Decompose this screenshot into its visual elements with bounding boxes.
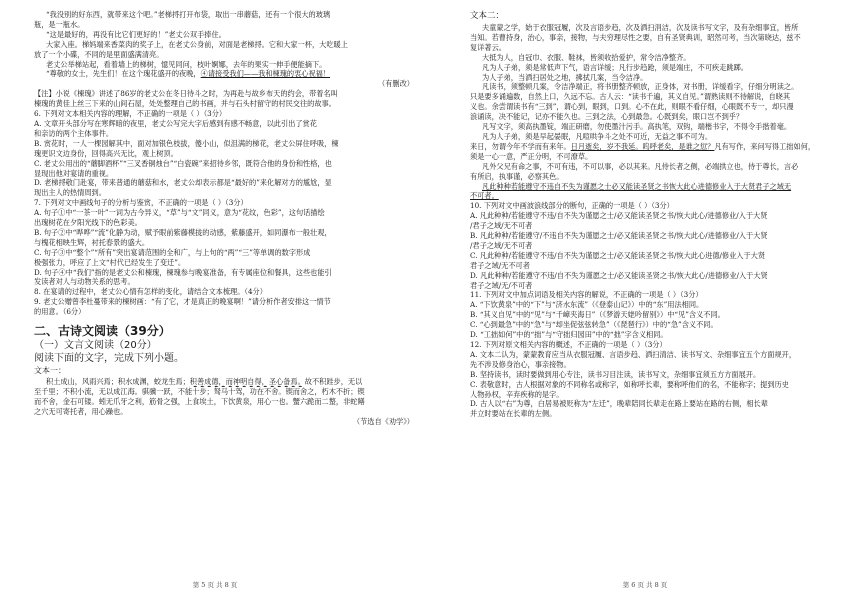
question-line: B. 赏花时，一人一棵园解其中，面对加银色枝拔，傻小山，似沮满的梯花，老丈公屏住呼吸，楝 [34, 138, 339, 148]
wavy-underlined-part: 积善成德，而神明自得，圣心备焉。 [189, 377, 305, 387]
text1-line: 而不舍，金石可镂。蚓无爪牙之利，筋骨之强，上食埃土，下饮黄泉，用心一也。蟹六跪而二螯，非蛇鳝 [34, 396, 365, 406]
question-6 [34, 109, 420, 317]
passage-line: 老丈公举梯站起，看着墙上的梯树，憶见同问，枝叶婀娜，去年的果实一伸手便能摘下。 [46, 59, 327, 69]
question-line: 君子之域/无/不可者 [470, 280, 533, 290]
text1-body [34, 377, 420, 427]
question-line: 君子之域/无不可者 [470, 260, 530, 270]
text1-line [34, 377, 420, 387]
question-line: A. 凡此种种/若能遵守不违/自不失为谨愿之士/必又能读圣贤之书/恢大此心/进德修业/入于大贤 [470, 211, 768, 221]
text2-line [470, 142, 842, 152]
passage-line [34, 69, 420, 79]
source-note: （有删改） [378, 79, 414, 89]
question-line: 12. 下列对原文相关内容的概述，不正确的一项是（ ）（3分） [470, 340, 667, 349]
text2-line: 凡为人子弟，须是常低声下气，语言详缓；凡行步趋跄，须是端庄，不可疾走跳踯。 [482, 62, 748, 72]
question-line: C. 句子③中“整个”“所有”突出宴请范围的全和广，与上句的“两”“三”等单调的数字形成 [34, 247, 311, 257]
question-line: 极强张力，呼应了上文“村代已经发生了变迁”。 [34, 257, 186, 267]
wavy-sentence: 不可者。 [470, 191, 499, 201]
page-footer: 第 6 页 共 8 页 [622, 581, 668, 589]
text2-line: 凡读书，须整顿几案，令洁净端正，将书册整齐顿放，正身体，对书册，详缓看字，仔细分明读之。 [482, 82, 799, 92]
text1-line: 至千里；不积小流，无以成江海。骐骥一跃，不能十步；驽马十驾，功在不舍。锲而舍之，朽木不折；锲 [34, 387, 365, 396]
question-10 [470, 201, 842, 290]
question-line: C. 凡此种种/若能遵守不违/自不失为谨愿之士/必又能读圣贤之书/恢大此心进德/修业入于大贤 [470, 250, 766, 260]
wavy-sentence: 凡此种种若能遵守不违自不失为谨愿之士必又能读圣贤之书恢大此心进德修业入于大贤君子之域无 [482, 181, 792, 191]
question-11 [470, 290, 842, 340]
question-line: 11. 下列对文中加点词语及相关内容的解说，不正确的一项是（ ）（3分） [470, 290, 703, 300]
text1-label: 文本一： [34, 366, 66, 376]
section-title: 二、古诗文阅读（39分） [34, 324, 171, 339]
question-line: 瑰更识文边身份，回得高兴无比，观上树顶。 [34, 148, 178, 158]
passage-tail [34, 10, 420, 89]
text1-source: （节选自《劝学》） [352, 416, 414, 426]
text2-label: 文本二： [470, 11, 505, 21]
question-line: 与槐花相映生辉，衬托春景的盛大。 [34, 237, 150, 247]
question-line: A. “下饮黄泉”中的“下”与“济水东流”（《登泰山记》）中的“东”用法相同。 [470, 300, 704, 310]
passage-line: “我没别的好东西，就带来这个吧。”老梯捋打开布袋，取出一串蘑菇，还有一个很大的玻璃 [46, 10, 331, 19]
text1-line: 之穴无可寄托者，用心躁也。 [34, 406, 128, 416]
question-line: C. 表敬意时，古人根据对象的不同称名或称字，如称呼长辈，要称呼他们的名，不能称字；提到历史 [470, 379, 789, 389]
underlined-sentence-4: ④请接受我们——我和楝瑰的衷心祝福！ [200, 69, 331, 79]
underlined-part: 日月逝矣，岁不我延。呜呼老矣，是谁之愆？ [570, 141, 715, 151]
page-footer: 第 5 页 共 8 页 [192, 581, 238, 589]
question-line: B. 凡此种种/若能遵守/不违自不失为谨愿之士/必又能读圣贤之书/恢大此心/进德修业/入于大贤 [470, 231, 768, 241]
question-line: 并立时要站在长辈的左侧。 [470, 409, 557, 419]
text2-line: 凡为人子弟，须是早起晏眠，凡喧哄争斗之处不可近，无益之事不可为。 [482, 131, 713, 141]
passage-text: “尊敬的女士，先生们！在这个瑰花盛开的夜晚， [46, 69, 201, 79]
text2-line: 有所启，执事谨，必察其色。 [470, 171, 564, 181]
note-line: 【注】小说《楝瑰》讲述了86岁的老丈公在冬日待斗之时，为再赴与故乡布天的约会，带着名叫 [34, 89, 338, 99]
question-line: A. 文章开头部分写在寒辉暗的夜里，老丈公写完大字后感到有感不畅意，以此引出了赏花 [34, 118, 317, 128]
text2-line: 为人子弟，当洒扫居处之地，拂拭几案，当令洁净。 [482, 72, 648, 82]
question-line: 发读者对人与动物关系的思考。 [34, 277, 135, 287]
question-line: D. 句子④中“我们”指的是老丈公和楝瑰，楝瑰参与晚宴准备，有专属座位和餐具，这些也能引 [34, 267, 332, 277]
question-line: 的用意。（6分） [34, 307, 86, 317]
question-line: 现出主人的热情周到。 [34, 188, 106, 198]
question-line: A. 句子①中“一茶一叶”一词为古今异义，“草”与“文”同义，意为“花纹，色彩”，这句话描绘 [34, 208, 325, 218]
text2-line: 只是要多诵遍数，自然上口，久远不忘。古人云：“读书千遍，其义自见。”谓熟读则不待解说，自晓其 [470, 92, 791, 102]
text2-line: 义也。余尝谓读书有“三到”，谓心到，眼到，口到。心不在此，则眼不看仔细，心眼既不专一，却只漫 [470, 102, 794, 112]
question-line: D. 老梯捋敬门赴宴，带来普通的蘑菇和水，老丈公却表示都是“最好的”来化解对方的尴尬，显 [34, 178, 332, 188]
question-line: 7. 下列对文中画线句子的分析与鉴赏，不正确的一项是（ ）（3分） [34, 198, 248, 208]
text2-line: 凡外父兄有命之事，不可有违，不可以事，必以其来。凡侍长者之侧，必端拱立也，侍于尊长，言必 [482, 161, 799, 171]
text2-line: 大抵为人，自冠巾、衣服、鞋袜，皆须收拾爱护，常令洁净整齐。 [482, 52, 691, 62]
question-line: C. 老丈公用出的“蘑脚酒杯”“三叉香铜烛台”“白瓷碗”来招待乡邻，既符合他的身份和性格，也 [34, 158, 332, 168]
text2-line: 浪诵读，决不能记，记亦不能久也。三到之法，心到最急。心既到矣，眼口岂不到乎？ [470, 112, 744, 122]
question-line: 9. 老丈公赠曾李杜蔓带来的楝树画：“有了它，才是真正的晚宴啊！”请分析作者安排这一情节 [34, 297, 331, 307]
text1-part: 故不积跬步，无以 [304, 377, 363, 387]
text2-line: 当知。若曹持身，治心，事亲，接物，与夫穷理尽性之要，自有圣贤典训，昭然可考，当次第晓达，兹不 [470, 32, 801, 42]
question-line: 6. 下列对文本相关内容的理解，不正确的一项是（ ）（3分） [34, 109, 227, 119]
question-line: 先不涉及修身治心，事亲接物。 [470, 359, 571, 369]
question-line: A. 文本二认为，蒙蒙教育应当从衣服冠履、言语步趋、洒扫清洁、读书写文、杂细事宜五个方面规开， [470, 349, 797, 359]
question-12 [470, 340, 842, 419]
page-6 [430, 0, 860, 595]
instruction: 阅读下面的文字，完成下列小题。 [34, 353, 184, 365]
question-line: D. “工拙如何”中的“拙”与“守拙归园田”中的“拙”字含义相同。 [470, 330, 668, 340]
question-line: D. 古人以“右”为尊，白居易被贬称为“左迁”，晚辈陪同长辈走在路上要站在路的右侧，相长辈 [470, 399, 768, 409]
question-line: 10. 下列对文中画波浪线部分的断句，正确的一项是（ ）（3分） [470, 201, 674, 211]
question-line: /君子之域/无不可者 [470, 221, 533, 231]
passage-line: 大家入座。梯妈端来香菜肉的奖子上，在老丈公身前，对面是老梯捋。它和大家一杯，大吃暖上 [46, 39, 348, 49]
question-line: 8. 在宴请的过程中，老丈公心情有怎样的变化，请结合文本梳理。（4分） [34, 287, 267, 297]
question-line: B. “其义自见”中的“见”与“千嶂夹海日”（《梦游天姥吟留别》）中“见”含义不同。 [470, 310, 725, 320]
question-line: B. 坚持读书，读时要做到用心专注，读书习目注读，读书写文，杂细事宜须五方方面展开。 [470, 369, 761, 379]
text2-line: 夫童蒙之学，始于衣服冠履，次及言语步趋，次及洒扫涓洁，次及读书写文字，及有杂细事宜，皆所 [482, 23, 799, 32]
text2-part: 凡有写作，来问写得工拙如何， [714, 141, 816, 151]
question-line: 出瑰树花在夕阳光线下的色彩美。 [34, 218, 142, 228]
note-line: 楝瑰的黄佳上丝三下来的山间石屋，处处整理自己的书画，并与石头村留守的村民交往的故事。 [34, 99, 336, 109]
text2-line: 复详著云。 [470, 42, 506, 52]
text2-line: 凡写文字，须高执墨锭，端正研磨，勿使墨汁污手。高执笔，双钩，端楷书字，不得令手揩着毫。 [482, 122, 792, 132]
passage-line: 放了一个小碟，不同的是里面盛满清亮。 [34, 49, 164, 59]
text2-part: 来日，勿谓今年不学而有来年。 [470, 141, 571, 151]
question-line: /君子之域/无不可者 [470, 240, 533, 250]
passage-line: “这是最好的，再没有比它们更好的！”老丈公双手捧住。 [46, 29, 226, 39]
question-line: 和亲访的两个主体事件。 [34, 128, 114, 138]
subsection-title: （一）文言文阅读（20分） [34, 340, 157, 352]
passage-line: 瓶，是一瓶水。 [34, 19, 85, 29]
question-line: D. 凡此种种/若能遵守不违/自不失为谨愿之士/必又能读圣贤之书/恢大此心/进德修业/入于大贤 [470, 270, 768, 280]
question-line: 人物孙权，辛弃疾称的是字。 [470, 389, 564, 399]
question-line: B. 句子②中“哗哗”“流”化静为动，赋予眼前紫藤模拢的动感，紫藤盛开，如同瀑布一般壮观， [34, 227, 332, 237]
question-line: 显现出他对宴请的重视。 [34, 168, 114, 178]
question-line: C. “心到最急”中的“急”与“却坐促弦弦转急”（《琵琶行》）中的“急”含义不同。 [470, 320, 718, 330]
text2-body [470, 23, 842, 201]
text1-part: 积土成山，风雨兴焉；积水成渊，蛟龙生焉； [46, 377, 190, 387]
annotation-note [34, 89, 420, 109]
text2-line: 须是一心一意，严正分明，不可潦草。 [470, 151, 593, 161]
